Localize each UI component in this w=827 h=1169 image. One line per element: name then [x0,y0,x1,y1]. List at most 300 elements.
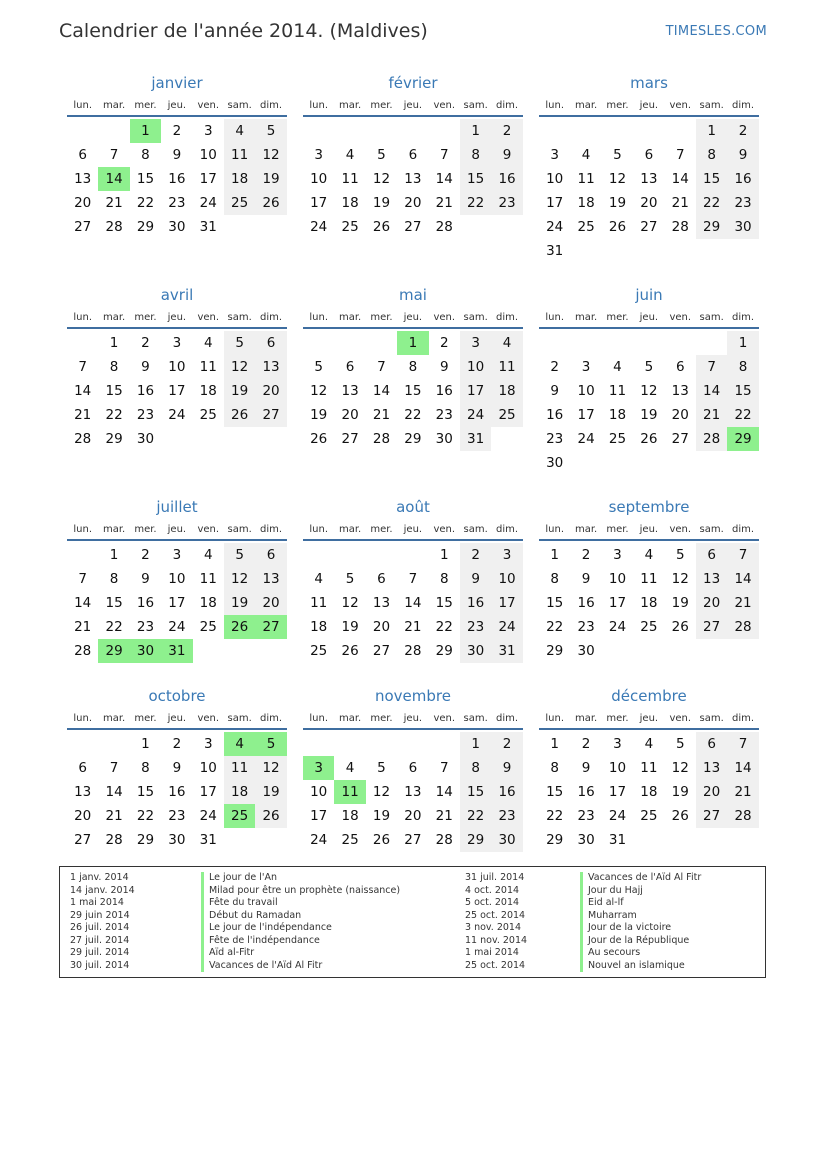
day-cell: 27 [372,643,391,659]
day-cell: 16 [546,407,564,423]
weekday-label: jeu. [403,524,423,535]
weekday-label: dim. [732,312,755,323]
day-cell: 13 [255,567,286,591]
weekday-label: lun. [73,100,93,111]
day-cell: 3 [491,543,522,567]
day-cell: 31 [199,832,217,848]
day-cell: 22 [546,808,564,824]
day-cell: 30 [435,431,453,447]
legend-holiday-name: Milad pour être un prophète (naissance) [201,885,400,898]
empty-cell [429,119,460,143]
day-cell: 27 [671,431,689,447]
day-cell: 13 [341,383,359,399]
day-cell: 17 [310,808,328,824]
day-cell: 16 [577,784,595,800]
weekday-label: ven. [433,100,456,111]
empty-cell [539,331,570,355]
day-cell: 16 [491,167,522,191]
day-grid [539,119,759,263]
holiday-day-cell: 25 [224,804,255,828]
legend-names-left [201,872,400,972]
day-cell: 14 [671,171,689,187]
day-cell: 17 [577,407,595,423]
weekday-label: dim. [260,312,283,323]
day-grid [67,543,287,663]
day-cell: 6 [78,760,87,776]
legend-holiday-name: Jour de la République [580,935,701,948]
day-cell: 15 [546,595,564,611]
day-cell: 3 [581,359,591,375]
day-cell: 23 [577,619,595,635]
day-cell: 5 [613,147,622,163]
day-cell: 16 [136,595,155,611]
day-cell: 5 [255,119,286,143]
day-cell: 8 [141,760,150,776]
weekday-label: mer. [370,100,393,111]
weekday-header [67,519,287,541]
day-cell: 15 [136,171,155,187]
legend-date: 1 janv. 2014 [70,872,129,883]
day-cell: 9 [439,359,449,375]
weekday-label: dim. [496,312,519,323]
day-cell: 11 [224,756,255,780]
day-cell: 25 [640,808,658,824]
holiday-day-cell: 31 [161,639,192,663]
month-name: janvier [151,74,203,92]
day-cell: 11 [491,355,522,379]
legend-holiday-name: Muharram [580,910,701,923]
day-cell: 15 [136,784,155,800]
day-cell: 30 [168,832,186,848]
day-cell: 20 [671,407,689,423]
day-cell: 8 [550,571,559,587]
day-grid [67,732,287,852]
day-cell: 3 [314,147,323,163]
weekday-header [303,519,523,541]
day-cell: 4 [203,547,213,563]
day-cell: 28 [105,832,123,848]
day-cell: 18 [640,784,658,800]
day-cell: 2 [172,123,182,139]
day-cell: 4 [644,736,654,752]
weekday-label: mar. [102,713,126,724]
day-cell: 1 [439,547,449,563]
weekday-label: ven. [197,713,220,724]
month-2 [303,71,523,239]
weekday-label: jeu. [167,312,187,323]
brand-link[interactable]: TIMESLES.COM [665,24,767,39]
day-cell: 26 [310,431,328,447]
day-cell: 13 [671,383,689,399]
weekday-label: sam. [699,100,724,111]
weekday-label: sam. [699,312,724,323]
day-cell: 23 [727,191,758,215]
day-grid [303,119,523,239]
weekday-label: mar. [574,713,598,724]
day-cell: 14 [696,379,727,403]
day-cell: 21 [727,780,758,804]
weekday-label: mer. [370,312,393,323]
day-cell: 16 [491,780,522,804]
day-cell: 11 [341,171,359,187]
day-cell: 27 [696,615,727,639]
empty-cell [602,331,633,355]
empty-cell [366,732,397,756]
legend-date: 14 janv. 2014 [70,884,135,896]
day-cell: 4 [491,331,522,355]
empty-cell [67,119,98,143]
day-cell: 2 [141,547,150,563]
day-cell: 12 [310,383,328,399]
weekday-label: mer. [134,713,157,724]
day-cell: 21 [696,403,727,427]
month-name: novembre [375,687,451,705]
day-cell: 3 [613,736,622,752]
weekday-label: lun. [73,312,93,323]
day-cell: 23 [491,804,522,828]
day-cell: 22 [460,804,491,828]
empty-cell [303,732,334,756]
day-cell: 24 [608,619,627,635]
day-cell: 22 [727,403,758,427]
weekday-header [303,307,523,329]
day-cell: 18 [199,595,217,611]
day-cell: 19 [310,407,328,423]
day-cell: 30 [491,828,522,852]
day-cell: 14 [727,756,758,780]
day-cell: 5 [345,571,355,587]
empty-cell [602,119,633,143]
empty-cell [334,543,365,567]
legend-holiday-name: Le jour de l'An [201,872,400,885]
weekday-label: mer. [134,100,157,111]
day-cell: 20 [74,195,92,211]
day-cell: 7 [78,571,87,587]
day-cell: 12 [341,595,359,611]
day-cell: 16 [460,591,491,615]
legend-holiday-name: Fête de l'indépendance [201,935,400,948]
day-cell: 28 [435,219,453,235]
day-cell: 24 [310,832,328,848]
day-cell: 4 [203,335,213,351]
empty-cell [303,543,334,567]
day-cell: 18 [640,595,658,611]
day-cell: 14 [74,383,92,399]
day-cell: 21 [404,619,422,635]
day-cell: 20 [640,195,658,211]
weekday-label: mar. [102,524,126,535]
empty-cell [539,119,570,143]
day-cell: 19 [341,619,359,635]
weekday-label: jeu. [403,713,423,724]
weekday-label: lun. [309,713,329,724]
day-cell: 13 [696,567,727,591]
day-cell: 2 [491,119,522,143]
legend-holiday-name: Vacances de l'Aïd Al Fitr [201,960,400,973]
holiday-day-cell: 1 [397,331,428,355]
day-cell: 6 [408,760,418,776]
day-cell: 23 [491,191,522,215]
empty-cell [334,331,365,355]
day-cell: 13 [74,784,92,800]
day-cell: 21 [435,808,453,824]
month-name: juillet [156,498,198,516]
day-cell: 12 [224,355,255,379]
day-cell: 3 [613,547,622,563]
weekday-label: dim. [732,100,755,111]
weekday-label: dim. [732,713,755,724]
day-cell: 23 [435,407,453,423]
day-cell: 13 [404,171,422,187]
day-cell: 26 [372,219,391,235]
weekday-label: sam. [227,524,252,535]
day-cell: 27 [341,431,359,447]
day-cell: 11 [577,171,595,187]
day-cell: 21 [74,619,92,635]
day-cell: 16 [577,595,595,611]
day-cell: 20 [255,591,286,615]
day-cell: 4 [345,147,355,163]
month-10 [67,684,287,852]
day-cell: 8 [408,359,418,375]
day-cell: 28 [696,427,727,451]
legend-holiday-name: Début du Ramadan [201,910,400,923]
weekday-label: dim. [260,713,283,724]
day-cell: 15 [435,595,453,611]
weekday-label: mer. [134,312,157,323]
day-cell: 6 [675,359,685,375]
day-cell: 1 [109,335,119,351]
legend-date: 29 juin 2014 [70,909,130,921]
day-cell: 31 [608,832,627,848]
day-cell: 6 [644,147,654,163]
day-cell: 20 [74,808,92,824]
empty-cell [570,331,601,355]
legend-date: 31 juil. 2014 [465,872,525,883]
empty-cell [397,732,428,756]
day-cell: 5 [377,147,386,163]
weekday-label: lun. [545,312,565,323]
empty-cell [696,331,727,355]
day-cell: 28 [727,615,758,639]
holiday-day-cell: 11 [334,780,365,804]
day-cell: 16 [727,167,758,191]
holiday-day-cell: 14 [98,167,129,191]
empty-cell [334,732,365,756]
empty-cell [303,119,334,143]
day-cell: 31 [460,427,491,451]
day-cell: 7 [109,760,119,776]
day-cell: 25 [491,403,522,427]
empty-cell [334,119,365,143]
legend-holiday-name: Jour de la victoire [580,922,701,935]
day-cell: 6 [377,571,386,587]
weekday-header [67,307,287,329]
day-cell: 9 [141,359,150,375]
day-cell: 7 [109,147,119,163]
day-cell: 23 [577,808,595,824]
day-cell: 12 [640,383,658,399]
weekday-header [539,708,759,730]
day-cell: 5 [675,736,685,752]
day-cell: 23 [136,619,155,635]
weekday-label: sam. [227,100,252,111]
day-cell: 17 [460,379,491,403]
day-cell: 7 [675,147,685,163]
empty-cell [67,732,98,756]
holiday-day-cell: 4 [224,732,255,756]
legend-date: 25 oct. 2014 [465,959,526,971]
day-cell: 9 [460,567,491,591]
day-cell: 8 [109,571,119,587]
day-cell: 27 [640,219,658,235]
day-cell: 8 [141,147,150,163]
day-cell: 5 [377,760,386,776]
day-cell: 1 [550,736,559,752]
day-cell: 2 [727,119,758,143]
day-cell: 30 [577,832,595,848]
weekday-label: lun. [73,524,93,535]
day-cell: 16 [168,784,186,800]
day-cell: 17 [310,195,328,211]
weekday-label: jeu. [167,100,187,111]
month-name: septembre [608,498,690,516]
day-cell: 3 [203,123,213,139]
day-cell: 26 [608,219,627,235]
legend-date: 5 oct. 2014 [465,897,520,908]
day-cell: 9 [727,143,758,167]
day-cell: 1 [460,119,491,143]
day-grid [303,331,523,451]
day-cell: 23 [136,407,155,423]
day-cell: 7 [408,571,418,587]
day-cell: 24 [546,219,564,235]
day-cell: 18 [341,195,359,211]
day-cell: 11 [310,595,328,611]
legend-holiday-name: Fête du travail [201,897,400,910]
day-cell: 28 [372,431,391,447]
legend-holiday-name: Aïd al-Fitr [201,947,400,960]
day-cell: 31 [491,639,522,663]
day-cell: 17 [546,195,564,211]
month-9 [539,495,759,663]
day-cell: 26 [671,808,689,824]
holiday-day-cell: 5 [255,732,286,756]
day-cell: 5 [314,359,323,375]
day-cell: 10 [168,571,186,587]
weekday-label: dim. [496,713,519,724]
empty-cell [665,119,696,143]
day-cell: 17 [608,595,627,611]
day-cell: 29 [404,431,422,447]
holiday-day-cell: 30 [130,639,161,663]
day-cell: 11 [199,571,217,587]
weekday-label: jeu. [639,713,659,724]
day-cell: 10 [310,171,328,187]
legend-date: 1 mai 2014 [465,947,519,958]
day-cell: 25 [640,619,658,635]
day-cell: 16 [435,383,453,399]
weekday-header [303,708,523,730]
month-name: mai [399,286,427,304]
day-cell: 6 [696,543,727,567]
day-cell: 3 [172,547,182,563]
day-cell: 12 [224,567,255,591]
weekday-label: ven. [197,524,220,535]
weekday-label: sam. [699,713,724,724]
day-cell: 6 [696,732,727,756]
day-cell: 18 [224,780,255,804]
holiday-day-cell: 3 [303,756,334,780]
empty-cell [67,543,98,567]
day-cell: 27 [74,832,92,848]
day-cell: 9 [172,760,182,776]
day-cell: 22 [546,619,564,635]
day-cell: 28 [671,219,689,235]
day-cell: 23 [460,615,491,639]
weekday-label: mer. [370,524,393,535]
day-cell: 13 [640,171,658,187]
day-cell: 11 [640,571,658,587]
empty-cell [570,119,601,143]
day-cell: 20 [341,407,359,423]
day-cell: 10 [168,359,186,375]
day-cell: 26 [341,643,359,659]
month-name: mars [630,74,668,92]
day-cell: 8 [696,143,727,167]
weekday-header [67,708,287,730]
weekday-label: sam. [463,713,488,724]
day-cell: 30 [727,215,758,239]
day-cell: 11 [608,383,627,399]
day-cell: 24 [608,808,627,824]
legend-date: 30 juil. 2014 [70,959,130,971]
empty-cell [633,331,664,355]
day-cell: 21 [435,195,453,211]
day-grid [303,543,523,663]
weekday-label: sam. [463,100,488,111]
day-cell: 6 [345,359,355,375]
day-cell: 24 [577,431,595,447]
day-cell: 2 [491,732,522,756]
day-cell: 15 [696,167,727,191]
day-cell: 28 [74,643,92,659]
day-cell: 28 [435,832,453,848]
day-cell: 22 [404,407,422,423]
day-cell: 29 [136,832,155,848]
day-cell: 20 [696,591,727,615]
day-cell: 5 [644,359,654,375]
day-cell: 12 [372,171,391,187]
holiday-day-cell: 26 [224,615,255,639]
weekday-label: lun. [545,713,565,724]
day-cell: 12 [372,784,391,800]
day-cell: 28 [105,219,123,235]
day-cell: 4 [581,147,591,163]
day-cell: 7 [377,359,386,375]
weekday-label: jeu. [403,100,423,111]
holiday-day-cell: 1 [130,119,161,143]
legend-holiday-name: Nouvel an islamique [580,960,701,973]
day-cell: 2 [550,359,559,375]
day-cell: 12 [255,756,286,780]
day-cell: 8 [727,355,758,379]
day-cell: 5 [675,547,685,563]
weekday-label: dim. [260,524,283,535]
legend-names-right [580,872,701,972]
month-1 [67,71,287,239]
day-cell: 30 [168,219,186,235]
